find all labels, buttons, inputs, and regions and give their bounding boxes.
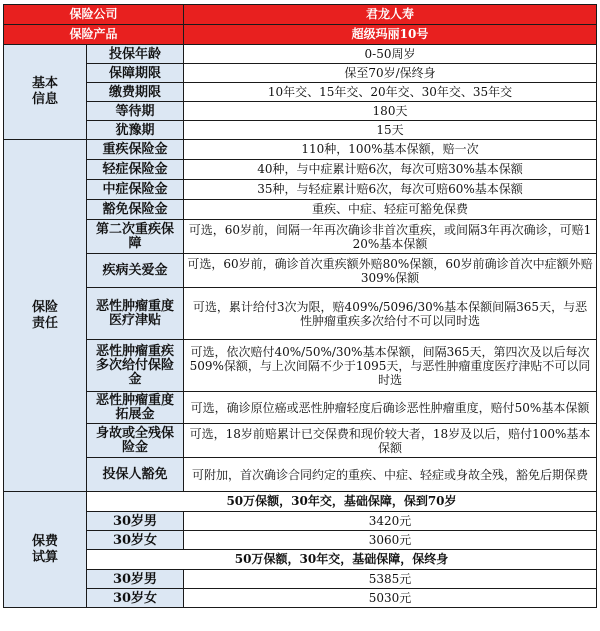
premium-plan-row <box>4 550 597 570</box>
coverage-row <box>4 140 597 160</box>
basic-label: 保障期限 <box>87 64 184 83</box>
coverage-row <box>4 200 597 220</box>
coverage-row <box>4 220 597 254</box>
basic-value: 10年交、15年交、20年交、30年交、35年交 <box>184 83 597 102</box>
basic-value: 保至70岁/保终身 <box>184 64 597 83</box>
basic-row <box>4 121 597 140</box>
product-name: 超级玛丽10号 <box>184 25 597 45</box>
premium-row <box>4 512 597 531</box>
basic-row <box>4 45 597 64</box>
company-name: 君龙人寿 <box>184 5 597 25</box>
coverage-category: 保险责任 <box>4 140 87 492</box>
coverage-value: 重疾、中症、轻症可豁免保费 <box>184 200 597 220</box>
premium-value: 5030元 <box>184 589 597 608</box>
coverage-value: 可选，60岁前，间隔一年再次确诊非首次重疾，或间隔3年再次确诊，可赔120%基本保额 <box>184 220 597 254</box>
premium-value: 5385元 <box>184 570 597 589</box>
coverage-value: 35种，与轻症累计赔6次，每次可赔60%基本保额 <box>184 180 597 200</box>
basic-value: 15天 <box>184 121 597 140</box>
company-label: 保险公司 <box>4 5 184 25</box>
premium-row <box>4 570 597 589</box>
coverage-value: 可选，18岁前赔累计已交保费和现价较大者，18岁及以后，赔付100%基本保额 <box>184 424 597 458</box>
premium-label: 30岁男 <box>87 512 184 531</box>
premium-label: 30岁男 <box>87 570 184 589</box>
coverage-row <box>4 392 597 424</box>
premium-plan-2: 50万保额，30年交，基础保障，保终身 <box>87 550 597 570</box>
coverage-label: 轻症保险金 <box>87 160 184 180</box>
premium-row <box>4 589 597 608</box>
coverage-label: 恶性肿瘤重度拓展金 <box>87 392 184 424</box>
basic-value: 180天 <box>184 102 597 121</box>
coverage-value: 可选，确诊原位癌或恶性肿瘤轻度后确诊恶性肿瘤重度，赔付50%基本保额 <box>184 392 597 424</box>
premium-plan-row <box>4 492 597 512</box>
coverage-value: 可选，依次赔付40%/50%/30%基本保额，间隔365天，第四次及以后每次509%保额，与上次间隔不少于1095天，与恶性肿瘤重度医疗津贴不可以同时选 <box>184 340 597 392</box>
basic-value: 0-50周岁 <box>184 45 597 64</box>
basic-label: 等待期 <box>87 102 184 121</box>
basic-row <box>4 83 597 102</box>
basic-label: 犹豫期 <box>87 121 184 140</box>
premium-plan-1: 50万保额，30年交，基础保障，保到70岁 <box>87 492 597 512</box>
product-label: 保险产品 <box>4 25 184 45</box>
insurance-table <box>3 4 597 608</box>
basic-label: 缴费期限 <box>87 83 184 102</box>
coverage-row <box>4 340 597 392</box>
product-row <box>4 25 597 45</box>
coverage-label: 投保人豁免 <box>87 458 184 492</box>
basic-row <box>4 64 597 83</box>
coverage-value: 可选，累计给付3次为限，赔409%/5096/30%基本保额间隔365天，与恶性肿瘤重疾多次给付不可以同时选 <box>184 288 597 340</box>
coverage-label: 中症保险金 <box>87 180 184 200</box>
coverage-value: 40种，与中症累计赔6次，每次可赔30%基本保额 <box>184 160 597 180</box>
coverage-row <box>4 180 597 200</box>
basic-row <box>4 102 597 121</box>
company-row <box>4 5 597 25</box>
basic-label: 投保年龄 <box>87 45 184 64</box>
coverage-label: 恶性肿瘤重疾多次给付保险金 <box>87 340 184 392</box>
coverage-row <box>4 458 597 492</box>
premium-category: 保费试算 <box>4 492 87 608</box>
coverage-label: 豁免保险金 <box>87 200 184 220</box>
coverage-value: 110种，100%基本保额，赔一次 <box>184 140 597 160</box>
basic-info-category: 基本信息 <box>4 45 87 140</box>
coverage-row <box>4 160 597 180</box>
premium-label: 30岁女 <box>87 589 184 608</box>
premium-label: 30岁女 <box>87 531 184 550</box>
coverage-label: 重疾保险金 <box>87 140 184 160</box>
premium-value: 3060元 <box>184 531 597 550</box>
coverage-label: 恶性肿瘤重度医疗津贴 <box>87 288 184 340</box>
premium-row <box>4 531 597 550</box>
coverage-row <box>4 254 597 288</box>
coverage-label: 第二次重疾保障 <box>87 220 184 254</box>
coverage-value: 可选，60岁前，确诊首次重疾额外赔80%保额，60岁前确诊首次中症额外赔309%保额 <box>184 254 597 288</box>
coverage-value: 可附加，首次确诊合同约定的重疾、中症、轻症或身故全残，豁免后期保费 <box>184 458 597 492</box>
coverage-row <box>4 424 597 458</box>
coverage-label: 身故或全残保险金 <box>87 424 184 458</box>
coverage-label: 疾病关爱金 <box>87 254 184 288</box>
premium-value: 3420元 <box>184 512 597 531</box>
coverage-row <box>4 288 597 340</box>
